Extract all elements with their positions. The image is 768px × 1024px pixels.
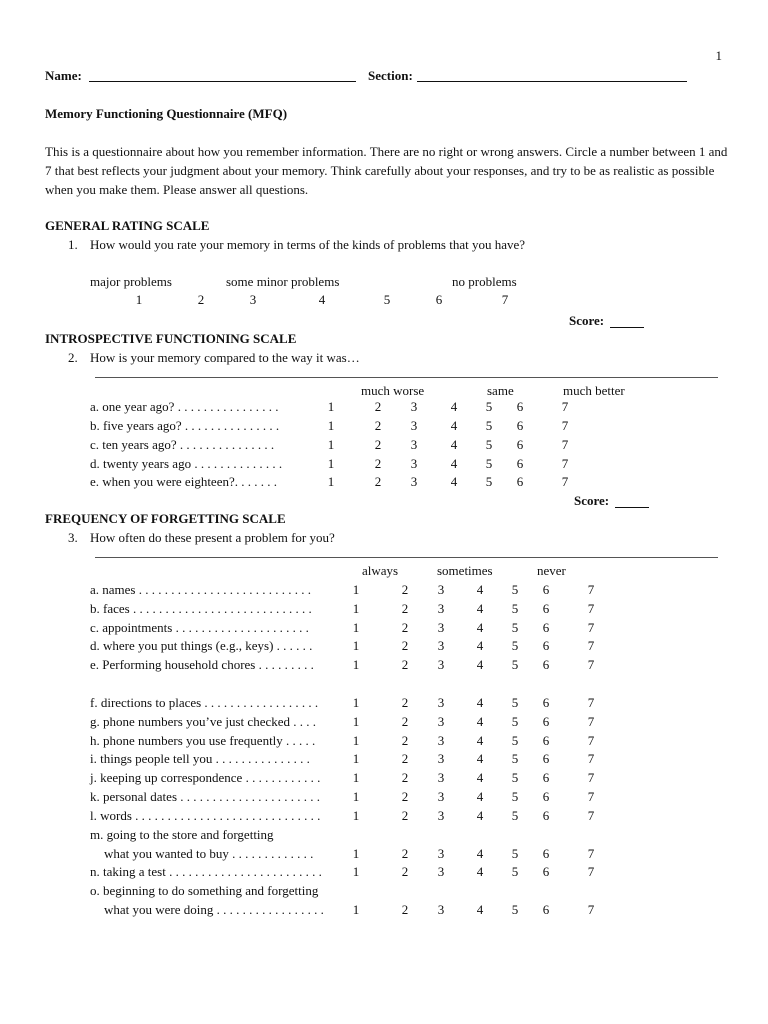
scale-option[interactable]: 4: [450, 474, 458, 489]
scale-option[interactable]: 3: [437, 695, 445, 710]
scale-option[interactable]: 1: [327, 456, 335, 471]
general-question: How would you rate your memory in terms of the kinds of problems that you have?: [90, 237, 526, 252]
scale-option[interactable]: 3: [437, 751, 445, 766]
scale-option[interactable]: 5: [511, 695, 519, 710]
introspective-question-number: 2.: [68, 350, 78, 365]
scale-option[interactable]: 6: [542, 638, 550, 653]
frequency-item-label: c. appointments . . . . . . . . . . . . . . . . . . . . .: [90, 620, 309, 635]
scale-option[interactable]: 7: [561, 418, 569, 433]
name-label: Name:: [45, 68, 82, 83]
scale-option[interactable]: 1: [352, 733, 360, 748]
scale-option[interactable]: 4: [450, 399, 458, 414]
scale-option[interactable]: 4: [318, 292, 326, 307]
scale-option[interactable]: 7: [587, 770, 595, 785]
scale-option[interactable]: 5: [511, 601, 519, 616]
scale-option[interactable]: 1: [352, 789, 360, 804]
frequency-anchor-sometimes: sometimes: [437, 563, 493, 578]
scale-option[interactable]: 3: [410, 399, 418, 414]
scale-option[interactable]: 5: [511, 846, 519, 861]
scale-option[interactable]: 6: [542, 846, 550, 861]
scale-option[interactable]: 4: [450, 456, 458, 471]
scale-option[interactable]: 5: [485, 474, 493, 489]
scale-option[interactable]: 5: [485, 437, 493, 452]
scale-option[interactable]: 6: [542, 620, 550, 635]
introspective-item-label: a. one year ago? . . . . . . . . . . . . . . . .: [90, 399, 279, 414]
scale-option[interactable]: 7: [587, 601, 595, 616]
scale-option[interactable]: 3: [437, 657, 445, 672]
general-score-label: Score:: [569, 313, 605, 328]
section-label: Section:: [368, 68, 413, 83]
scale-option[interactable]: 1: [327, 399, 335, 414]
scale-option[interactable]: 4: [476, 620, 484, 635]
scale-option[interactable]: 1: [135, 292, 143, 307]
scale-option[interactable]: 6: [542, 770, 550, 785]
scale-option[interactable]: 5: [485, 418, 493, 433]
introspective-anchor-worse: much worse: [361, 383, 425, 398]
scale-option[interactable]: 3: [437, 808, 445, 823]
scale-option[interactable]: 5: [485, 456, 493, 471]
scale-option[interactable]: 3: [437, 789, 445, 804]
scale-option[interactable]: 3: [410, 474, 418, 489]
scale-option[interactable]: 4: [450, 437, 458, 452]
frequency-heading: FREQUENCY OF FORGETTING SCALE: [45, 511, 286, 526]
name-line[interactable]: [89, 81, 356, 82]
general-anchor-major: major problems: [90, 274, 172, 289]
general-score-line[interactable]: [610, 327, 644, 328]
scale-option[interactable]: 5: [511, 751, 519, 766]
scale-option[interactable]: 1: [352, 864, 360, 879]
introspective-score-label: Score:: [574, 493, 610, 508]
scale-option[interactable]: 1: [352, 638, 360, 653]
scale-option[interactable]: 3: [410, 418, 418, 433]
scale-option[interactable]: 2: [401, 864, 409, 879]
scale-option[interactable]: 6: [542, 601, 550, 616]
scale-option[interactable]: 3: [410, 437, 418, 452]
scale-option[interactable]: 4: [450, 418, 458, 433]
frequency-item-label: d. where you put things (e.g., keys) . . . . . .: [90, 638, 313, 653]
scale-option[interactable]: 7: [587, 902, 595, 917]
scale-option[interactable]: 1: [352, 695, 360, 710]
scale-option[interactable]: 2: [374, 437, 382, 452]
scale-option[interactable]: 6: [516, 437, 524, 452]
intro-paragraph: This is a questionnaire about how you remember information. There are no right or wrong answers. Circle a number between 1 and 7 that best reflects your judgment about your memory. Think carefully about your responses, and try to be as realistic as possible when you make them. Please answer all questions.: [45, 144, 728, 197]
scale-option[interactable]: 5: [511, 733, 519, 748]
scale-option[interactable]: 2: [401, 770, 409, 785]
scale-option[interactable]: 7: [587, 620, 595, 635]
scale-option[interactable]: 1: [352, 846, 360, 861]
scale-option[interactable]: 5: [511, 789, 519, 804]
scale-option[interactable]: 4: [476, 751, 484, 766]
scale-option[interactable]: 2: [401, 638, 409, 653]
frequency-item-label: a. names . . . . . . . . . . . . . . . . . . . . . . . . . . .: [90, 582, 311, 597]
scale-option[interactable]: 7: [587, 808, 595, 823]
scale-option[interactable]: 2: [401, 601, 409, 616]
scale-option[interactable]: 6: [542, 733, 550, 748]
scale-option[interactable]: 2: [401, 620, 409, 635]
scale-option[interactable]: 4: [476, 770, 484, 785]
frequency-divider: [95, 557, 718, 558]
frequency-item-label: k. personal dates . . . . . . . . . . . . . . . . . . . . . .: [90, 789, 321, 804]
scale-option[interactable]: 2: [401, 751, 409, 766]
scale-option[interactable]: 2: [374, 418, 382, 433]
section-line[interactable]: [417, 81, 687, 82]
scale-option[interactable]: 5: [511, 864, 519, 879]
scale-option[interactable]: 5: [485, 399, 493, 414]
scale-option[interactable]: 2: [401, 695, 409, 710]
scale-option[interactable]: 7: [587, 638, 595, 653]
frequency-item-label: o. beginning to do something and forgetting: [90, 883, 319, 898]
scale-option[interactable]: 2: [401, 733, 409, 748]
scale-option[interactable]: 7: [561, 399, 569, 414]
scale-option[interactable]: 1: [352, 582, 360, 597]
scale-option[interactable]: 4: [476, 714, 484, 729]
scale-option[interactable]: 3: [437, 770, 445, 785]
scale-option[interactable]: 7: [587, 695, 595, 710]
scale-option[interactable]: 4: [476, 902, 484, 917]
scale-option[interactable]: 5: [511, 770, 519, 785]
introspective-item-label: e. when you were eighteen?. . . . . . .: [90, 474, 277, 489]
page-title: Memory Functioning Questionnaire (MFQ): [45, 106, 288, 121]
scale-option[interactable]: 7: [561, 474, 569, 489]
general-question-number: 1.: [68, 237, 78, 252]
scale-option[interactable]: 5: [383, 292, 391, 307]
frequency-item-label: l. words . . . . . . . . . . . . . . . . . . . . . . . . . . . . .: [90, 808, 321, 823]
scale-option[interactable]: 6: [435, 292, 443, 307]
scale-option[interactable]: 2: [374, 456, 382, 471]
frequency-anchor-always: always: [362, 563, 399, 578]
frequency-item-label: n. taking a test . . . . . . . . . . . . . . . . . . . . . . . .: [90, 864, 322, 879]
scale-option[interactable]: 1: [352, 657, 360, 672]
scale-option[interactable]: 6: [542, 789, 550, 804]
frequency-item-label: b. faces . . . . . . . . . . . . . . . . . . . . . . . . . . . .: [90, 601, 312, 616]
scale-option[interactable]: 4: [476, 638, 484, 653]
frequency-item-label: m. going to the store and forgetting: [90, 827, 274, 842]
scale-option[interactable]: 6: [542, 582, 550, 597]
scale-option[interactable]: 6: [516, 418, 524, 433]
scale-option[interactable]: 4: [476, 808, 484, 823]
scale-option[interactable]: 6: [542, 902, 550, 917]
introspective-question: How is your memory compared to the way it was…: [90, 350, 360, 365]
scale-option[interactable]: 3: [410, 456, 418, 471]
scale-option[interactable]: 7: [587, 846, 595, 861]
scale-option[interactable]: 4: [476, 657, 484, 672]
scale-option[interactable]: 3: [437, 582, 445, 597]
scale-option[interactable]: 6: [542, 714, 550, 729]
scale-option[interactable]: 5: [511, 902, 519, 917]
scale-option[interactable]: 2: [401, 808, 409, 823]
frequency-item-label-continued: what you were doing . . . . . . . . . . . . . . . . .: [104, 902, 324, 917]
general-heading: GENERAL RATING SCALE: [45, 218, 210, 233]
scale-option[interactable]: 2: [401, 846, 409, 861]
scale-option[interactable]: 7: [587, 714, 595, 729]
scale-option[interactable]: 6: [516, 456, 524, 471]
scale-option[interactable]: 7: [587, 657, 595, 672]
scale-option[interactable]: 1: [352, 808, 360, 823]
frequency-item-label-continued: what you wanted to buy . . . . . . . . . . . . .: [104, 846, 314, 861]
introspective-divider: [95, 377, 718, 378]
scale-option[interactable]: 4: [476, 582, 484, 597]
scale-option[interactable]: 3: [437, 902, 445, 917]
scale-option[interactable]: 4: [476, 601, 484, 616]
introspective-score-line[interactable]: [615, 507, 649, 508]
scale-option[interactable]: 2: [401, 714, 409, 729]
introspective-item-label: d. twenty years ago . . . . . . . . . . . . . .: [90, 456, 283, 471]
scale-option[interactable]: 2: [401, 582, 409, 597]
scale-option[interactable]: 7: [587, 789, 595, 804]
scale-option[interactable]: 7: [587, 733, 595, 748]
frequency-item-label: f. directions to places . . . . . . . . . . . . . . . . . .: [90, 695, 319, 710]
introspective-heading: INTROSPECTIVE FUNCTIONING SCALE: [45, 331, 297, 346]
scale-option[interactable]: 6: [542, 657, 550, 672]
scale-option[interactable]: 3: [437, 638, 445, 653]
scale-option[interactable]: 5: [511, 620, 519, 635]
scale-option[interactable]: 3: [437, 733, 445, 748]
general-anchor-none: no problems: [452, 274, 517, 289]
frequency-question: How often do these present a problem for you?: [90, 530, 335, 545]
frequency-anchor-never: never: [537, 563, 566, 578]
introspective-anchor-better: much better: [563, 383, 625, 398]
scale-option[interactable]: 4: [476, 846, 484, 861]
scale-option[interactable]: 3: [437, 846, 445, 861]
scale-option[interactable]: 4: [476, 789, 484, 804]
scale-option[interactable]: 1: [352, 601, 360, 616]
scale-option[interactable]: 6: [542, 695, 550, 710]
scale-option[interactable]: 3: [437, 601, 445, 616]
introspective-item-label: c. ten years ago? . . . . . . . . . . . . . . .: [90, 437, 275, 452]
scale-option[interactable]: 6: [516, 399, 524, 414]
scale-option[interactable]: 5: [511, 582, 519, 597]
scale-option[interactable]: 1: [327, 418, 335, 433]
scale-option[interactable]: 1: [352, 751, 360, 766]
scale-option[interactable]: 6: [516, 474, 524, 489]
scale-option[interactable]: 7: [561, 437, 569, 452]
scale-option[interactable]: 2: [401, 902, 409, 917]
introspective-item-label: b. five years ago? . . . . . . . . . . . . . . .: [90, 418, 280, 433]
scale-option[interactable]: 1: [327, 474, 335, 489]
scale-option[interactable]: 4: [476, 733, 484, 748]
scale-option[interactable]: 2: [197, 292, 205, 307]
scale-option[interactable]: 6: [542, 751, 550, 766]
general-anchor-minor: some minor problems: [226, 274, 340, 289]
introspective-anchor-same: same: [487, 383, 514, 398]
scale-option[interactable]: 7: [561, 456, 569, 471]
scale-option[interactable]: 4: [476, 864, 484, 879]
scale-option[interactable]: 5: [511, 657, 519, 672]
scale-option[interactable]: 3: [437, 714, 445, 729]
scale-option[interactable]: 2: [401, 657, 409, 672]
scale-option[interactable]: 7: [501, 292, 509, 307]
scale-option[interactable]: 6: [542, 808, 550, 823]
scale-option[interactable]: 1: [352, 714, 360, 729]
frequency-question-number: 3.: [68, 530, 78, 545]
scale-option[interactable]: 1: [352, 770, 360, 785]
scale-option[interactable]: 1: [327, 437, 335, 452]
frequency-item-label: g. phone numbers you’ve just checked . . . .: [90, 714, 317, 729]
scale-option[interactable]: 1: [352, 902, 360, 917]
scale-option[interactable]: 6: [542, 864, 550, 879]
scale-option[interactable]: 7: [587, 864, 595, 879]
frequency-item-label: i. things people tell you . . . . . . . . . . . . . . .: [90, 751, 310, 766]
scale-option[interactable]: 2: [374, 399, 382, 414]
scale-option[interactable]: 3: [437, 864, 445, 879]
page-number: 1: [715, 48, 722, 63]
scale-option[interactable]: 5: [511, 808, 519, 823]
scale-option[interactable]: 1: [352, 620, 360, 635]
scale-option[interactable]: 2: [401, 789, 409, 804]
frequency-item-label: j. keeping up correspondence . . . . . . . . . . . .: [90, 770, 321, 785]
scale-option[interactable]: 5: [511, 638, 519, 653]
frequency-item-label: e. Performing household chores . . . . . . . . .: [90, 657, 314, 672]
scale-option[interactable]: 3: [437, 620, 445, 635]
frequency-item-label: h. phone numbers you use frequently . . . . .: [90, 733, 316, 748]
scale-option[interactable]: 5: [511, 714, 519, 729]
scale-option[interactable]: 7: [587, 751, 595, 766]
scale-option[interactable]: 3: [249, 292, 257, 307]
scale-option[interactable]: 2: [374, 474, 382, 489]
scale-option[interactable]: 7: [587, 582, 595, 597]
scale-option[interactable]: 4: [476, 695, 484, 710]
